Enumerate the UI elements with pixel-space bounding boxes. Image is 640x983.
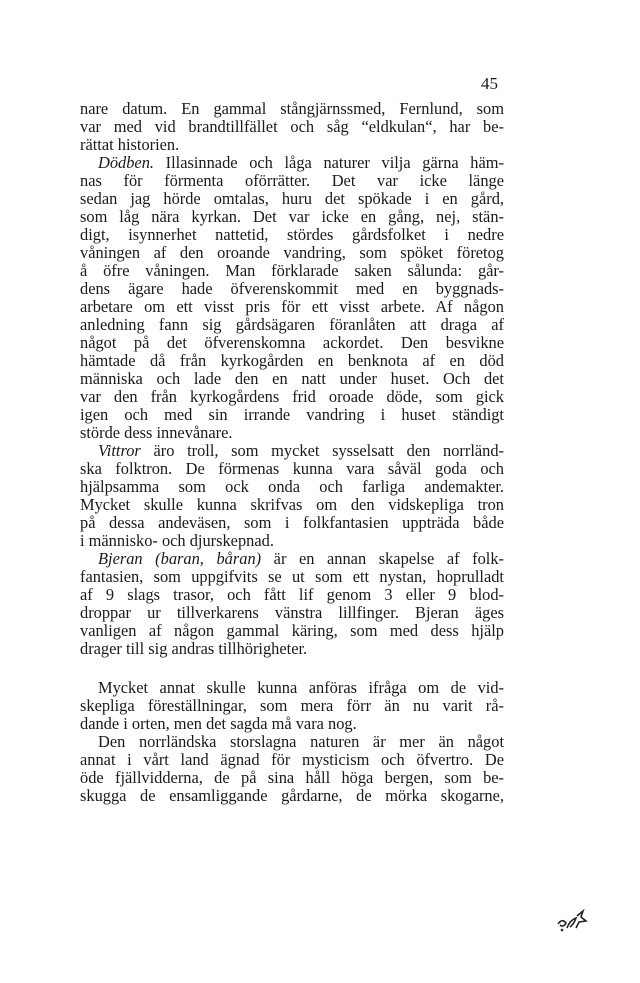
text-line: nas för förmenta oförrätter. Det var icke länge (80, 171, 504, 190)
page-number: 45 (481, 74, 498, 93)
text-line: dens ägare hade öfverenskommit med en byggnads- (80, 279, 504, 298)
paragraph-dodben (80, 154, 504, 442)
term-dodben: Dödben. (98, 153, 154, 172)
text-line: människa och lade den en natt under huset. Och det (80, 369, 504, 388)
body-text (80, 100, 504, 805)
text-line: af 9 slags trasor, och fått lif genom 3 eller 9 blod- (80, 585, 504, 604)
text-line: ska folktron. De förmenas kunna vara såväl goda och (80, 459, 504, 478)
text-line: Vittror äro troll, som mycket sysselsatt den norrländ- (98, 441, 504, 460)
text-line: arbetare om ett visst pris för ett visst arbete. Af någon (80, 297, 504, 316)
text-line: Dödben. Illasinnade och låga naturer vilja gärna häm- (98, 153, 504, 172)
text-line: störde dess innevånare. (80, 423, 233, 442)
text-line: var med vid brandtillfället och såg “eldkulan“, har be- (80, 117, 504, 136)
text-line: nare datum. En gammal stångjärnssmed, Fernlund, som (80, 99, 504, 118)
text-line: hjälpsamma som ock onda och farliga andemakter. (80, 477, 504, 496)
text-line: rättat historien. (80, 135, 180, 154)
text-line: skepliga föreställningar, som mera förr än nu varit rå- (80, 696, 504, 715)
ornament-mark (555, 908, 589, 934)
text-line: dande i orten, men det sagda må vara nog. (80, 714, 357, 733)
text-line: Mycket skulle kunna skrifvas om den vidskepliga tron (80, 495, 504, 514)
text-line: skugga de ensamliggande gårdarne, de mörka skogarne, (80, 786, 504, 805)
text-line: å öfre våningen. Man förklarade saken sålunda: går- (80, 261, 504, 280)
text-line: droppar ur tillverkarens vänstra lillfinger. Bjeran äges (80, 603, 504, 622)
text-line: vanligen af någon gammal käring, som med dess hjälp (80, 621, 504, 640)
text-line: Mycket annat skulle kunna anföras ifråga om de vid- (98, 678, 504, 697)
text-line: anledning fann sig gårdsägaren föranlåten att draga af (80, 315, 504, 334)
text-line: igen och med sin irrande vandring i huset ständigt (80, 405, 504, 424)
text-line: drager till sig andras tillhörigheter. (80, 639, 308, 658)
term-vittror: Vittror (98, 441, 141, 460)
text-line: var den från kyrkogårdens frid oroade döde, som gick (80, 387, 504, 406)
text-line: öde fjällvidderna, de på sina håll höga bergen, som be- (80, 768, 504, 787)
term-bjeran: Bjeran (baran, båran) (98, 549, 262, 568)
section-gap (80, 658, 504, 679)
text-line: i människo- och djurskepnad. (80, 531, 274, 550)
paragraph-eldkulan (80, 100, 504, 154)
text-line: något på det öfverenskomna ackordet. Den besvikne (80, 333, 504, 352)
text-line: på dessa andeväsen, som i folkfantasien uppträda både (80, 513, 504, 532)
text-line: Den norrländska storslagna naturen är mer än något (98, 732, 504, 751)
paragraph-bjeran (80, 550, 504, 658)
text-line: sedan jag hörde omtalas, huru det spökade i en gård, (80, 189, 504, 208)
paragraph-norrlandska-naturen (80, 733, 504, 805)
text-line: digt, isynnerhet nattetid, stördes gårdsfolket i nedre (80, 225, 504, 244)
text-line: fantasien, som uppgifvits se ut som ett nystan, hoprulladt (80, 567, 504, 586)
text-line: som låg nära kyrkan. Det var icke en gång, nej, stän- (80, 207, 504, 226)
text-line: hämtade då från kyrkogården en benknota af en död (80, 351, 504, 370)
paragraph-vittror (80, 442, 504, 550)
text-line: annat i vårt land ägnad för mysticism och öfvertro. De (80, 750, 504, 769)
text-line: våningen af den oroande vandring, som spöket företog (80, 243, 504, 262)
text-line: Bjeran (baran, båran) är en annan skapelse af folk- (98, 549, 504, 568)
paragraph-mycket-annat (80, 679, 504, 733)
